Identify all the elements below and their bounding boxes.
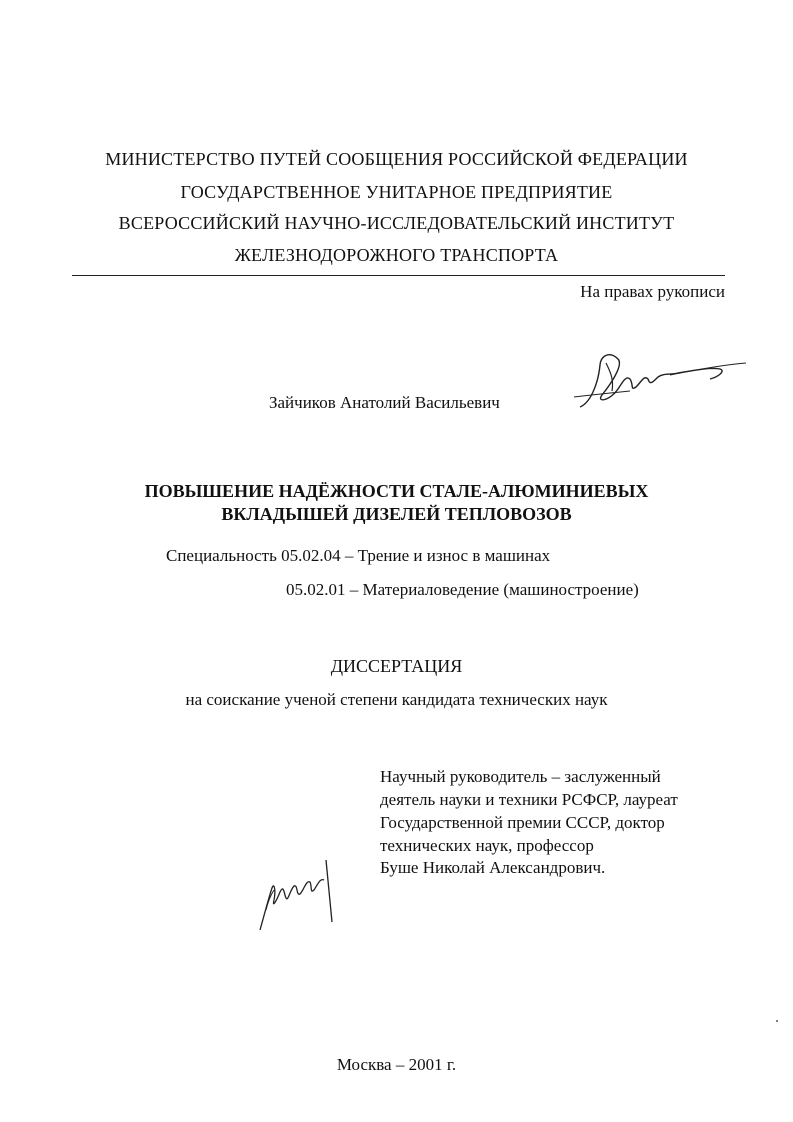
- enterprise-line: ГОСУДАРСТВЕННОЕ УНИТАРНОЕ ПРЕДПРИЯТИЕ: [180, 182, 613, 202]
- institute-line: ВСЕРОССИЙСКИЙ НАУЧНО-ИССЛЕДОВАТЕЛЬСКИЙ ИНСТИТУТ: [118, 213, 675, 233]
- specialty-line-1: Специальность 05.02.04 – Трение и износ в машинах: [166, 546, 551, 565]
- supervisor-signature: [250, 850, 350, 935]
- supervisor-line-2: деятель науки и техники РСФСР, лауреат: [380, 790, 678, 809]
- supervisor-line-5: Буше Николай Александрович.: [380, 858, 606, 877]
- author-signature: [570, 345, 750, 415]
- thesis-title-line-1: ПОВЫШЕНИЕ НАДЁЖНОСТИ СТАЛЕ-АЛЮМИНИЕВЫХ: [144, 481, 649, 501]
- thesis-title-line-2: ВКЛАДЫШЕЙ ДИЗЕЛЕЙ ТЕПЛОВОЗОВ: [221, 504, 572, 524]
- manuscript-note: На правах рукописи: [580, 282, 725, 301]
- specialty-line-2: 05.02.01 – Материаловедение (машиностроение): [286, 580, 639, 599]
- degree-line: на соискание ученой степени кандидата технических наук: [185, 690, 608, 709]
- city-year: Москва – 2001 г.: [336, 1055, 457, 1074]
- ministry-line: МИНИСТЕРСТВО ПУТЕЙ СООБЩЕНИЯ РОССИЙСКОЙ ФЕДЕРАЦИИ: [105, 149, 688, 169]
- supervisor-line-3: Государственной премии СССР, доктор: [380, 813, 665, 832]
- transport-line: ЖЕЛЕЗНОДОРОЖНОГО ТРАНСПОРТА: [234, 245, 559, 265]
- author-name: Зайчиков Анатолий Васильевич: [269, 393, 500, 412]
- scan-speck: [776, 1020, 778, 1022]
- document-type: ДИССЕРТАЦИЯ: [330, 656, 463, 676]
- header-divider: [72, 275, 725, 276]
- supervisor-line-4: технических наук, профессор: [380, 836, 594, 855]
- supervisor-line-1: Научный руководитель – заслуженный: [380, 767, 661, 786]
